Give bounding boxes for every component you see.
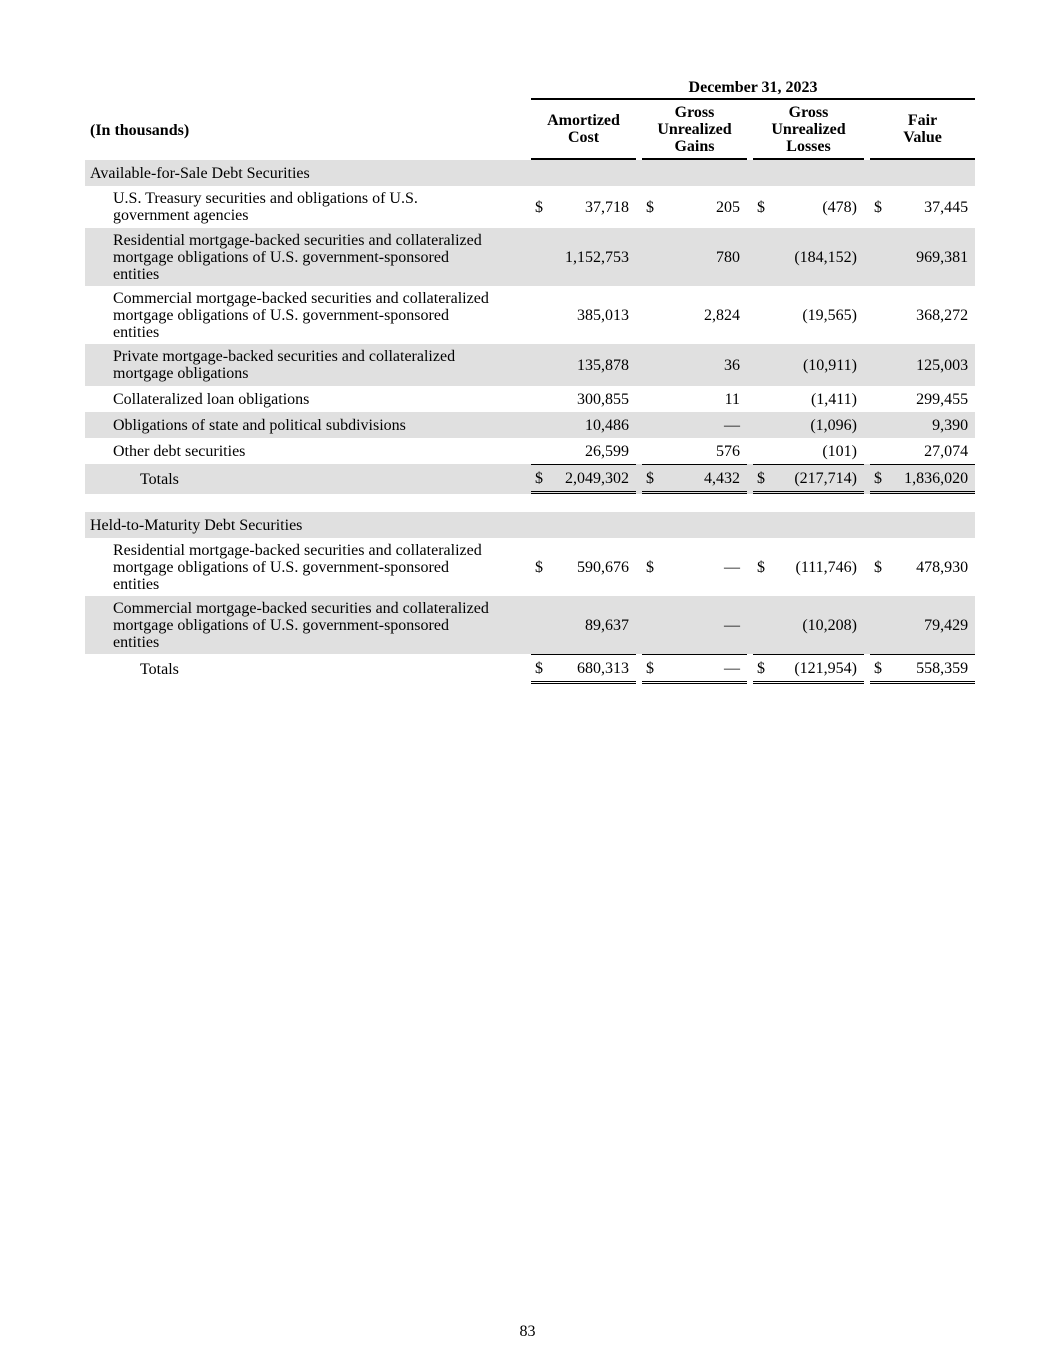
value-cell: 478,930 [916, 558, 969, 576]
value-cell: 10,486 [549, 412, 636, 438]
row-label-line: Residential mortgage-backed securities and collateralized [113, 231, 482, 249]
row-label-line: mortgage obligations of U.S. government-sponsored [113, 616, 449, 634]
row-label-line: Commercial mortgage-backed securities and collateralized [113, 289, 489, 307]
currency-symbol [753, 228, 771, 286]
currency-symbol: $ [753, 464, 771, 494]
section-title: Held-to-Maturity Debt Securities [85, 512, 975, 538]
value-cell: 300,855 [577, 390, 629, 408]
value-cell: 79,429 [888, 596, 975, 654]
column-header-line: Unrealized [657, 120, 732, 138]
currency-symbol [870, 386, 888, 412]
row-label-line: Other debt securities [113, 442, 246, 460]
currency-symbol [531, 286, 549, 344]
row-label-line: entities [113, 633, 160, 651]
value-cell: 37,718 [585, 198, 629, 216]
column-header-line: Unrealized [771, 120, 846, 138]
row-label-line: mortgage obligations of U.S. government-sponsored [113, 306, 449, 324]
row-label [85, 538, 531, 596]
totals-label: Totals [85, 464, 531, 494]
value-cell: (10,911) [771, 344, 864, 386]
currency-symbol [531, 412, 549, 438]
total-value-cell: 2,049,302 [549, 464, 636, 494]
column-header-line: Gross [674, 103, 715, 121]
total-value-cell: (217,714) [771, 464, 864, 494]
table-row [85, 186, 975, 228]
column-header-line: Cost [567, 129, 600, 146]
currency-symbol [642, 596, 660, 654]
currency-symbol: $ [535, 198, 543, 216]
column-header-line: Losses [786, 137, 831, 155]
row-label-line: Commercial mortgage-backed securities and collateralized [113, 599, 489, 617]
currency-symbol [642, 228, 660, 286]
row-label-line: mortgage obligations [113, 365, 249, 382]
column-header [753, 100, 864, 160]
row-label [85, 412, 531, 438]
section-row [85, 160, 975, 186]
row-label-line: entities [113, 323, 160, 341]
currency-symbol: $ [757, 558, 765, 576]
value-cell: 576 [716, 442, 740, 460]
value-cell: 1,152,753 [549, 228, 636, 286]
value-cell: 385,013 [577, 306, 629, 324]
securities-table-container [85, 76, 970, 684]
currency-symbol: $ [870, 464, 888, 494]
currency-symbol: $ [870, 654, 888, 684]
value-cell: 135,878 [549, 344, 636, 386]
value-cell: 299,455 [916, 390, 969, 408]
section-title: Available-for-Sale Debt Securities [85, 160, 975, 186]
table-row [85, 344, 975, 386]
row-label [85, 186, 531, 228]
value-cell: 205 [716, 198, 740, 216]
value-cell: 37,445 [924, 198, 969, 216]
value-cell: (10,208) [771, 596, 864, 654]
value-cell: (184,152) [771, 228, 864, 286]
currency-symbol [531, 228, 549, 286]
currency-symbol [870, 596, 888, 654]
value-cell: 11 [724, 390, 740, 408]
currency-symbol [642, 286, 660, 344]
currency-symbol [753, 412, 771, 438]
row-label-line: entities [113, 265, 160, 283]
currency-symbol: $ [531, 654, 549, 684]
currency-symbol: $ [646, 558, 654, 576]
totals-label: Totals [140, 660, 179, 678]
total-value-cell: 4,432 [660, 464, 747, 494]
currency-symbol [642, 386, 660, 412]
table-row [85, 386, 975, 412]
row-label [85, 386, 531, 412]
currency-symbol [642, 412, 660, 438]
currency-symbol [753, 386, 771, 412]
value-cell: — [724, 558, 740, 576]
column-header-line: Gains [674, 137, 715, 155]
column-header-line: Fair [907, 112, 938, 129]
value-cell: 590,676 [577, 558, 629, 576]
row-label-line: Private mortgage-backed securities and collateralized [113, 348, 456, 365]
securities-table [85, 76, 975, 684]
value-cell: 89,637 [549, 596, 636, 654]
currency-symbol: $ [531, 464, 549, 494]
totals-row [85, 654, 975, 684]
currency-symbol: $ [642, 654, 660, 684]
column-header-line: Gross [788, 103, 829, 121]
currency-symbol: $ [646, 198, 654, 216]
total-value-cell: 680,313 [549, 654, 636, 684]
currency-symbol [531, 344, 549, 386]
value-cell: (101) [822, 442, 857, 460]
row-label-line: Collateralized loan obligations [113, 390, 310, 408]
table-row [85, 538, 975, 596]
currency-symbol [753, 438, 771, 464]
column-header [870, 100, 975, 160]
row-label [85, 286, 531, 344]
table-row [85, 412, 975, 438]
table-row [85, 228, 975, 286]
value-cell: 9,390 [888, 412, 975, 438]
units-label: (In thousands) [90, 121, 190, 139]
currency-symbol [642, 344, 660, 386]
currency-symbol [531, 386, 549, 412]
totals-row [85, 464, 975, 494]
currency-symbol [870, 438, 888, 464]
value-cell: — [660, 596, 747, 654]
value-cell: (1,096) [771, 412, 864, 438]
column-header [531, 100, 636, 160]
value-cell: (478) [822, 198, 857, 216]
total-value-cell: 1,836,020 [888, 464, 975, 494]
currency-symbol: $ [874, 558, 882, 576]
currency-symbol [870, 286, 888, 344]
row-label-line: Residential mortgage-backed securities and collateralized [113, 541, 482, 559]
value-cell: 26,599 [585, 442, 629, 460]
value-cell: (19,565) [802, 306, 857, 324]
row-label-line: government agencies [113, 207, 249, 224]
currency-symbol [531, 596, 549, 654]
value-cell: 36 [660, 344, 747, 386]
row-label [85, 596, 531, 654]
currency-symbol [531, 438, 549, 464]
section-row [85, 512, 975, 538]
value-cell: — [660, 412, 747, 438]
total-value-cell: — [660, 654, 747, 684]
currency-symbol: $ [757, 198, 765, 216]
value-cell: 368,272 [916, 306, 969, 324]
period-header: December 31, 2023 [531, 76, 975, 100]
table-row [85, 286, 975, 344]
currency-symbol [642, 438, 660, 464]
currency-symbol: $ [874, 198, 882, 216]
row-label-line: Obligations of state and political subdivisions [113, 416, 406, 434]
currency-symbol [870, 412, 888, 438]
column-header-line: Amortized [547, 112, 620, 129]
column-header-line: Value [903, 129, 942, 146]
page-number: 83 [519, 1323, 536, 1340]
row-label-line: mortgage obligations of U.S. government-sponsored [113, 558, 449, 576]
value-cell: (111,746) [795, 558, 857, 576]
currency-symbol [753, 344, 771, 386]
value-cell: (1,411) [810, 390, 857, 408]
row-label-line: U.S. Treasury securities and obligations of U.S. [113, 190, 418, 207]
value-cell: 969,381 [888, 228, 975, 286]
row-label [85, 344, 531, 386]
row-label [85, 438, 531, 464]
value-cell: 2,824 [704, 306, 740, 324]
row-label-line: entities [113, 575, 160, 593]
currency-symbol: $ [535, 558, 543, 576]
currency-symbol [870, 344, 888, 386]
currency-symbol [753, 286, 771, 344]
table-row [85, 438, 975, 464]
currency-symbol: $ [753, 654, 771, 684]
value-cell: 780 [660, 228, 747, 286]
value-cell: 27,074 [924, 442, 969, 460]
column-header [642, 100, 747, 160]
row-label [85, 228, 531, 286]
currency-symbol [753, 596, 771, 654]
value-cell: 125,003 [888, 344, 975, 386]
total-value-cell: 558,359 [888, 654, 975, 684]
currency-symbol [870, 228, 888, 286]
total-value-cell: (121,954) [771, 654, 864, 684]
table-row [85, 596, 975, 654]
section-spacer [85, 494, 975, 512]
row-label-line: mortgage obligations of U.S. government-sponsored [113, 248, 449, 266]
currency-symbol: $ [642, 464, 660, 494]
